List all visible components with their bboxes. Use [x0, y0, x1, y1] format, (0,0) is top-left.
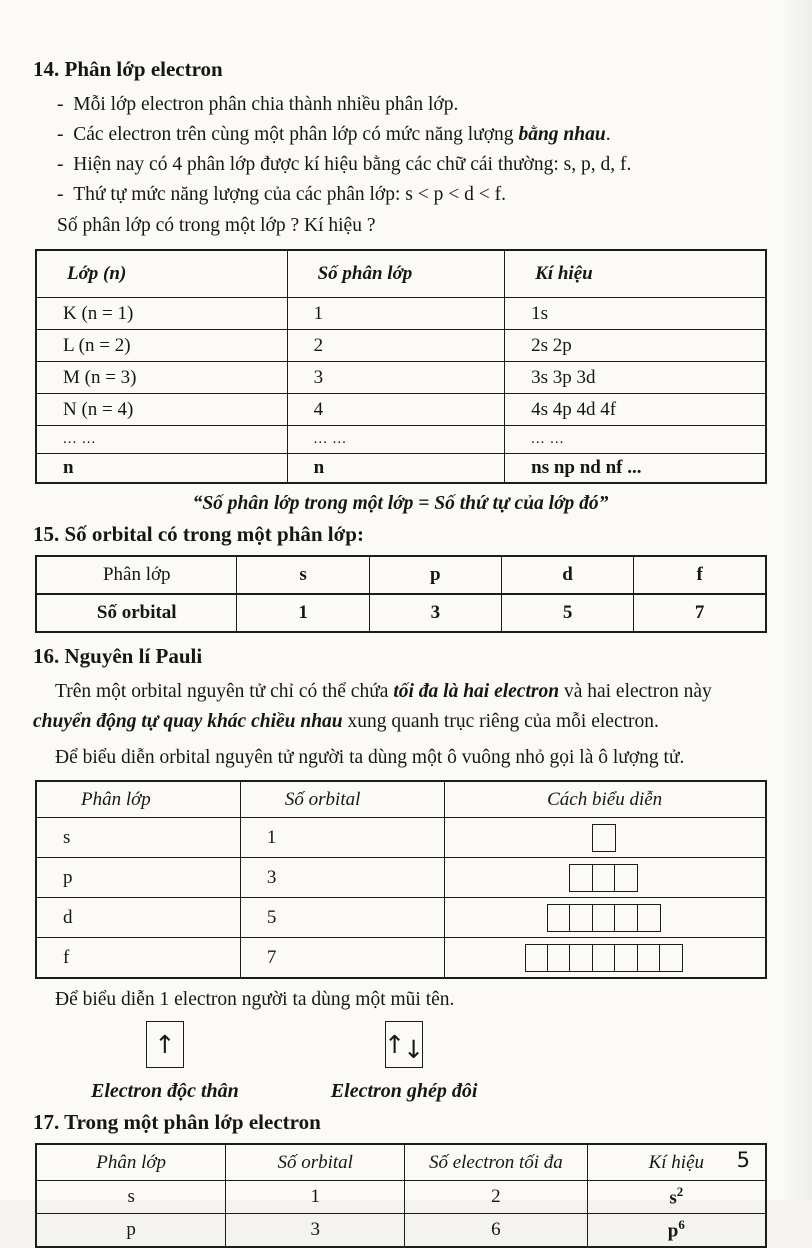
- single-electron-figure: [91, 1021, 239, 1103]
- table-cell: d: [501, 556, 633, 594]
- bullet-item: [33, 180, 768, 210]
- quantum-box: [614, 944, 638, 972]
- table-cell: 2: [287, 330, 505, 362]
- table-cell: 3: [369, 594, 501, 632]
- table-row: [36, 1214, 766, 1248]
- table-cell: 2: [405, 1181, 588, 1214]
- table-row: [36, 394, 766, 426]
- quantum-box: [614, 904, 638, 932]
- table-cell: 1: [287, 298, 505, 330]
- table-cell: p: [369, 556, 501, 594]
- table-header-cell: Kí hiệu: [587, 1144, 766, 1181]
- table-row: [36, 1181, 766, 1214]
- question-line: Số phân lớp có trong một lớp ? Kí hiệu ?: [57, 215, 376, 236]
- quantum-box: [525, 944, 549, 972]
- section-17-heading: 17. Trong một phân lớp electron: [33, 1110, 321, 1134]
- paragraph-text-emphasis: chuyển động tự quay khác chiều nhau: [33, 711, 343, 732]
- table-header-cell: Số electron tối đa: [405, 1144, 588, 1181]
- quantum-box: [614, 864, 638, 892]
- table-header-cell: Số orbital: [226, 1144, 405, 1181]
- table-cell: 7: [634, 594, 766, 632]
- quantum-box-row: [445, 858, 766, 898]
- quantum-box: [569, 904, 593, 932]
- up-arrow-icon: ↑: [154, 1030, 176, 1059]
- paragraph-text: xung quanh trục riêng của mỗi electron.: [342, 711, 659, 732]
- table-cell: 1: [237, 594, 369, 632]
- table-header-row: [36, 1144, 766, 1181]
- table-cell: p: [36, 1214, 226, 1248]
- section-15-heading: 15. Số orbital có trong một phân lớp:: [33, 522, 364, 546]
- table-row: [36, 426, 766, 454]
- bullet-text: Hiện nay có 4 phân lớp được kí hiệu bằng các chữ cái thường: s, p, d, f.: [73, 154, 632, 175]
- table-cell: s: [36, 1181, 226, 1214]
- table-header-cell: Phân lớp: [36, 781, 240, 818]
- sublayer-per-shell-table: [35, 249, 767, 484]
- table-header-cell: Kí hiệu: [505, 250, 766, 298]
- paired-electron-box: [385, 1021, 423, 1068]
- paragraph-text: và hai electron này: [559, 681, 712, 702]
- bullet-text: Các electron trên cùng một phân lớp có mức năng lượng: [73, 124, 519, 145]
- quantum-box-row: [445, 818, 766, 858]
- table-cell: 2s 2p: [505, 330, 766, 362]
- table-cell: ns np nd nf ...: [505, 454, 766, 484]
- section-14-heading: 14. Phân lớp electron: [33, 57, 223, 81]
- paired-electron-figure: [331, 1021, 478, 1103]
- pauli-paragraph: [33, 677, 768, 737]
- up-arrow-icon: ↑: [384, 1030, 406, 1059]
- table-cell: 3s 3p 3d: [505, 362, 766, 394]
- table-row: [36, 938, 766, 979]
- table-cell-symbol: [587, 1214, 766, 1248]
- bullet-item: [33, 120, 768, 150]
- bullet-dash: -: [57, 94, 64, 115]
- paragraph-text-emphasis: tối đa là hai electron: [393, 681, 560, 702]
- figure-label: Electron ghép đôi: [330, 1080, 478, 1102]
- bullet-item: [33, 150, 768, 180]
- table-cell: 1: [226, 1181, 405, 1214]
- table-cell: K (n = 1): [36, 298, 287, 330]
- table-row: [36, 898, 766, 938]
- table-cell: d: [36, 898, 240, 938]
- table-row: [36, 594, 766, 632]
- table-cell: p: [36, 858, 240, 898]
- quantum-box-row: [445, 938, 766, 979]
- table-row: [36, 330, 766, 362]
- quantum-box: [592, 904, 616, 932]
- table-cell: 4s 4p 4d 4f: [505, 394, 766, 426]
- table-cell: ... ...: [505, 426, 766, 454]
- table-cell-symbol: [587, 1181, 766, 1214]
- orbital-count-table: [35, 555, 767, 633]
- table-cell: n: [36, 454, 287, 484]
- quantum-box: [592, 944, 616, 972]
- table-caption: “Số phân lớp trong một lớp = Số thứ tự của lớp đó”: [192, 493, 609, 514]
- bullet-text: Mỗi lớp electron phân chia thành nhiều phân lớp.: [73, 94, 459, 115]
- table-header-cell: Lớp (n): [36, 250, 287, 298]
- quantum-box: [547, 904, 571, 932]
- table-row: [36, 818, 766, 858]
- table-cell: 1: [240, 818, 444, 858]
- table-header-cell: Số phân lớp: [287, 250, 505, 298]
- single-electron-box: [146, 1021, 184, 1068]
- quantum-cell-paragraph: Để biểu diễn orbital nguyên tử người ta dùng một ô vuông nhỏ gọi là ô lượng tử.: [55, 747, 685, 768]
- bullet-dash: -: [57, 154, 64, 175]
- table-cell: M (n = 3): [36, 362, 287, 394]
- table-cell: 1s: [505, 298, 766, 330]
- bullet-text-emphasis: bằng nhau: [518, 124, 606, 145]
- page-number: 5: [736, 1148, 750, 1172]
- table-row: [36, 298, 766, 330]
- quantum-box: [637, 904, 661, 932]
- table-row: [36, 362, 766, 394]
- bullet-item: [33, 90, 768, 120]
- table-cell: s: [36, 818, 240, 858]
- electron-figures: [91, 1021, 768, 1103]
- table-cell: 7: [240, 938, 444, 979]
- table-header-row: [36, 781, 766, 818]
- table-cell: Số orbital: [36, 594, 237, 632]
- table-cell: s: [237, 556, 369, 594]
- paragraph-text: Trên một orbital nguyên tử chỉ có thể chứa: [55, 681, 394, 702]
- symbol-base: p: [667, 1220, 679, 1242]
- down-arrow-icon: ↓: [403, 1035, 425, 1064]
- arrow-paragraph: Để biểu diễn 1 electron người ta dùng một mũi tên.: [55, 989, 455, 1010]
- symbol-base: s: [669, 1187, 677, 1209]
- bullet-text: Thứ tự mức năng lượng của các phân lớp: s < p < d < f.: [73, 184, 506, 205]
- table-cell: 3: [226, 1214, 405, 1248]
- bullet-text: .: [605, 124, 611, 145]
- table-row: [36, 556, 766, 594]
- figure-label: Electron độc thân: [91, 1080, 239, 1102]
- bullet-dash: -: [57, 184, 64, 205]
- quantum-box: [637, 944, 661, 972]
- table-cell: 6: [405, 1214, 588, 1248]
- table-cell: 4: [287, 394, 505, 426]
- table-cell: ... ...: [287, 426, 505, 454]
- table-cell: 5: [240, 898, 444, 938]
- table-cell: 3: [287, 362, 505, 394]
- max-electron-table: [35, 1143, 767, 1248]
- symbol-superscript: 2: [676, 1184, 684, 1200]
- table-header-row: [36, 250, 766, 298]
- quantum-box: [569, 864, 593, 892]
- orbital-representation-table: [35, 780, 767, 979]
- section-16-heading: 16. Nguyên lí Pauli: [33, 644, 203, 668]
- table-cell: Phân lớp: [36, 556, 237, 594]
- table-cell: ... ...: [36, 426, 287, 454]
- table-header-cell: Phân lớp: [36, 1144, 226, 1181]
- table-header-cell: Cách biểu diễn: [445, 781, 766, 818]
- symbol-superscript: 6: [678, 1217, 685, 1233]
- bullet-dash: -: [57, 124, 64, 145]
- table-cell: f: [634, 556, 766, 594]
- quantum-box: [569, 944, 593, 972]
- table-header-cell: Số orbital: [240, 781, 444, 818]
- table-cell: f: [36, 938, 240, 979]
- table-row: [36, 454, 766, 484]
- quantum-box-row: [445, 898, 766, 938]
- quantum-box: [592, 824, 616, 852]
- table-cell: L (n = 2): [36, 330, 287, 362]
- table-cell: 3: [240, 858, 444, 898]
- table-row: [36, 858, 766, 898]
- quantum-box: [659, 944, 683, 972]
- quantum-box: [547, 944, 571, 972]
- quantum-box: [592, 864, 616, 892]
- table-cell: 5: [501, 594, 633, 632]
- table-cell: N (n = 4): [36, 394, 287, 426]
- table-cell: n: [287, 454, 505, 484]
